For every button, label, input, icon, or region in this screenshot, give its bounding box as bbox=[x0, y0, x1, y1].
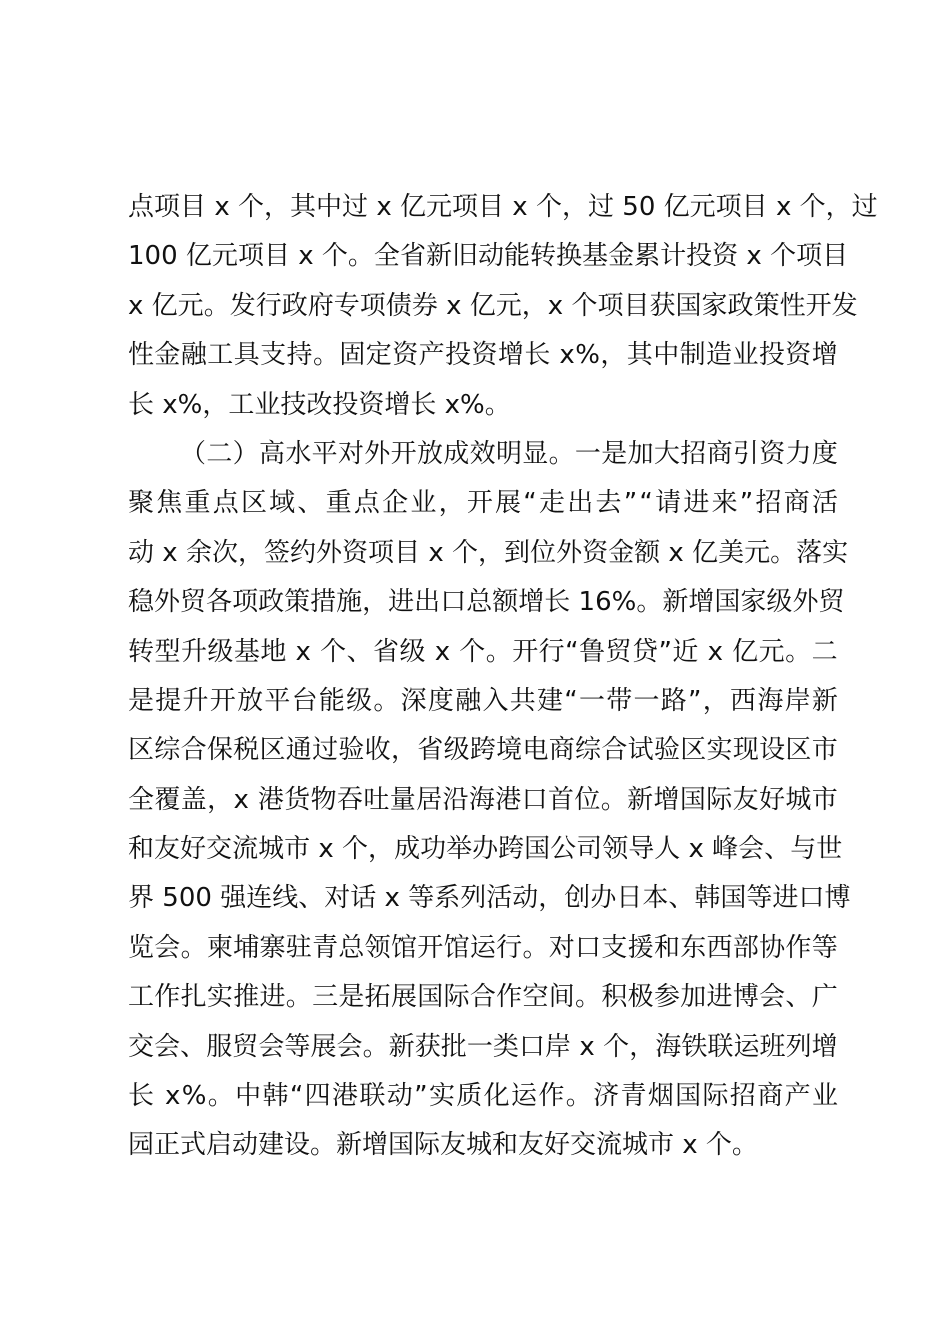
paragraph-heading-line bbox=[128, 430, 838, 479]
line-text: 览 会 。 柬 埔 寨 驻 青 总 领 馆 开 馆 运 行 。 对 口 支 援 和 东 西 部 协 作 等 bbox=[128, 932, 838, 963]
text-line bbox=[128, 825, 843, 874]
text-line bbox=[128, 973, 838, 1022]
text-line bbox=[128, 924, 838, 973]
line-text: 界 5 0 0 强 连 线 、 对 话 x 等 系 列 活 动 ， 创 办 日 本 、 韩 国 等 进 口 博 bbox=[128, 883, 851, 914]
line-text: 动 x 余 次 ， 签 约 外 资 项 目 x 个 ， 到 位 外 资 金 额 x 亿 美 元 。 落 实 bbox=[128, 537, 849, 568]
text-line bbox=[128, 1121, 838, 1170]
text-line bbox=[128, 726, 838, 775]
line-text: 1 0 0 亿 元 项 目 x 个 。 全 省 新 旧 动 能 转 换 基 金 累 计 投 资 x 个 项 目 bbox=[128, 241, 849, 272]
line-text: 区 综 合 保 税 区 通 过 验 收 ， 省 级 跨 境 电 商 综 合 试 验 区 实 现 设 区 市 bbox=[128, 735, 838, 766]
line-text: 长 x%，工业技改投资增长 x%。 bbox=[128, 389, 511, 420]
line-text: 聚 焦 重 点 区 域 、 重 点 企 业 ， 开 展 “ 走 出 去 ” “ 请 进 来 ” 招 商 活 bbox=[128, 488, 838, 519]
line-text: 性 金 融 工 具 支 持 。 固 定 资 产 投 资 增 长 x % ， 其 中 制 造 业 投 资 增 bbox=[128, 340, 838, 371]
line-text: 稳 外 贸 各 项 政 策 措 施 ， 进 出 口 总 额 增 长 1 6 % 。 新 增 国 家 级 外 贸 bbox=[128, 587, 845, 618]
line-text: x 亿 元 。 发 行 政 府 专 项 债 券 x 亿 元 ， x 个 项 目 获 国 家 政 策 性 开 发 bbox=[128, 290, 858, 321]
text-line bbox=[128, 282, 858, 331]
line-text: 全 覆 盖 ， x 港 货 物 吞 吐 量 居 沿 海 港 口 首 位 。 新 增 国 际 友 好 城 市 bbox=[128, 784, 838, 815]
line-text: （ 二 ） 高 水 平 对 外 开 放 成 效 明 显 。 一 是 加 大 招 商 引 资 力 度 bbox=[180, 438, 838, 469]
text-line bbox=[128, 331, 838, 380]
text-line bbox=[128, 381, 838, 430]
line-text: 转 型 升 级 基 地 x 个 、 省 级 x 个 。 开 行 “ 鲁 贸 贷 ” 近 x 亿 元 。 二 bbox=[128, 636, 838, 667]
line-text: 是 提 升 开 放 平 台 能 级 。 深 度 融 入 共 建 “ 一 带 一 路 ” ， 西 海 岸 新 bbox=[128, 685, 838, 716]
text-line bbox=[128, 677, 838, 726]
text-line bbox=[128, 874, 851, 923]
text-line bbox=[128, 183, 878, 232]
line-text: 交 会 、 服 贸 会 等 展 会 。 新 获 批 一 类 口 岸 x 个 ， 海 铁 联 运 班 列 增 bbox=[128, 1031, 838, 1062]
line-text: 园正式启动建设。新增国际友城和友好交流城市 x 个。 bbox=[128, 1130, 758, 1161]
text-line bbox=[128, 529, 849, 578]
text-line bbox=[128, 776, 838, 825]
text-line bbox=[128, 1072, 838, 1121]
line-text: 点 项 目 x 个 ， 其 中 过 x 亿 元 项 目 x 个 ， 过 5 0 亿 元 项 目 x 个 ， 过 bbox=[128, 192, 878, 222]
text-line bbox=[128, 479, 838, 528]
text-line bbox=[128, 232, 849, 281]
line-text: 和 友 好 交 流 城 市 x 个 ， 成 功 举 办 跨 国 公 司 领 导 人 x 峰 会 、 与 世 bbox=[128, 834, 843, 865]
text-line bbox=[128, 578, 845, 627]
line-text: 长 x % 。 中 韩 “ 四 港 联 动 ” 实 质 化 运 作 。 济 青 烟 国 际 招 商 产 业 bbox=[128, 1081, 838, 1112]
text-line bbox=[128, 1023, 838, 1072]
text-line bbox=[128, 628, 838, 677]
document-body bbox=[128, 183, 878, 1171]
line-text: 工 作 扎 实 推 进 。 三 是 拓 展 国 际 合 作 空 间 。 积 极 参 加 进 博 会 、 广 bbox=[128, 982, 838, 1013]
